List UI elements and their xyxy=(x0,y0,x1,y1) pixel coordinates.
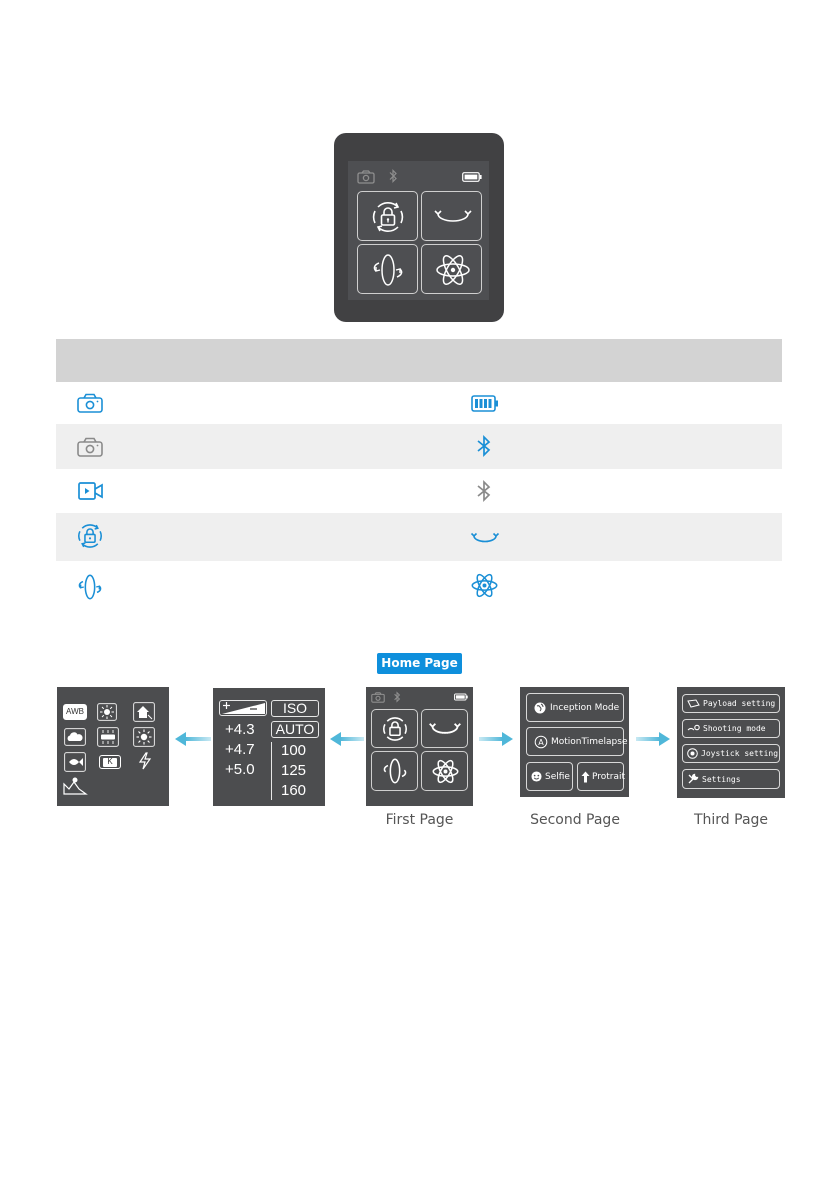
iso-value[interactable]: 160 xyxy=(281,782,307,799)
pan-follow-tile[interactable] xyxy=(421,191,482,241)
payload-setting-label: Payload setting xyxy=(703,699,776,708)
column-divider xyxy=(271,742,272,800)
iso-value[interactable]: 100 xyxy=(281,742,307,759)
pan-follow-icon xyxy=(428,722,462,738)
lock-mode-icon xyxy=(370,199,406,235)
settings-label: Settings xyxy=(702,774,741,784)
atom-mode-tile[interactable] xyxy=(421,751,468,791)
joystick-setting-button[interactable] xyxy=(682,744,780,763)
settings-button[interactable] xyxy=(682,769,780,789)
ev-triangle-icon xyxy=(220,701,266,715)
svg-text:A: A xyxy=(538,737,544,747)
shooting-mode-button[interactable] xyxy=(682,719,780,738)
ev-value[interactable]: +4.3 xyxy=(225,721,255,738)
bright-sun-icon[interactable] xyxy=(133,727,155,747)
arrow-up-icon xyxy=(581,771,590,783)
arrow-right-icon xyxy=(479,731,513,747)
shade-icon[interactable] xyxy=(133,702,155,722)
second-page-screen xyxy=(520,687,629,797)
table-row xyxy=(56,382,782,424)
smiley-icon xyxy=(531,771,542,782)
shooting-icon xyxy=(687,724,700,733)
underwater-icon[interactable] xyxy=(64,752,86,772)
iso-label: ISO xyxy=(282,700,308,716)
video-icon xyxy=(78,481,104,501)
ev-slider[interactable] xyxy=(219,700,267,716)
joystick-icon xyxy=(687,748,698,759)
ev-value[interactable]: +5.0 xyxy=(225,761,255,778)
table-row xyxy=(56,513,782,561)
exposure-screen xyxy=(213,688,325,806)
iso-button[interactable] xyxy=(271,700,319,717)
atom-mode-icon xyxy=(434,251,472,289)
timelapse-icon xyxy=(534,735,548,749)
selfie-button[interactable] xyxy=(526,762,573,791)
fpv-mode-tile[interactable] xyxy=(371,751,418,791)
globe-icon xyxy=(534,702,546,714)
table-row xyxy=(56,424,782,469)
fpv-mode-blue-icon xyxy=(76,572,104,602)
bluetooth-status-icon xyxy=(393,691,401,703)
iso-value[interactable]: 125 xyxy=(281,762,307,779)
inception-mode-label: Inception Mode xyxy=(550,702,620,713)
arrow-left-icon xyxy=(175,731,211,747)
motion-timelapse-button[interactable] xyxy=(526,727,628,756)
pan-follow-blue-icon xyxy=(470,532,500,546)
awb-label: AWB xyxy=(66,707,84,716)
pan-follow-tile[interactable] xyxy=(421,709,468,748)
camera-blue-icon xyxy=(77,393,103,413)
bluetooth-gray-icon xyxy=(476,480,492,502)
portrait-label: Protrait xyxy=(592,771,626,782)
inception-mode-button[interactable] xyxy=(526,693,624,722)
lock-mode-tile[interactable] xyxy=(357,191,418,241)
home-page-badge: Home Page xyxy=(377,653,462,674)
lock-mode-blue-icon xyxy=(76,522,104,550)
motion-timelapse-label: MotionTimelapse xyxy=(551,736,628,747)
camera-status-icon xyxy=(357,170,375,184)
bluetooth-blue-icon xyxy=(476,435,492,457)
table-row xyxy=(56,469,782,513)
battery-status-icon xyxy=(462,172,482,182)
kelvin-button[interactable] xyxy=(99,755,121,769)
table-header xyxy=(56,339,782,382)
selfie-label: Selfie xyxy=(545,771,570,782)
wrench-icon xyxy=(687,773,699,785)
fpv-mode-tile[interactable] xyxy=(357,244,418,294)
iso-auto-button[interactable] xyxy=(271,721,319,738)
lock-mode-icon xyxy=(381,715,409,743)
arrow-left-icon xyxy=(330,731,364,747)
first-page-screen xyxy=(366,687,473,806)
fluorescent-icon[interactable] xyxy=(97,727,119,747)
lock-mode-tile[interactable] xyxy=(371,709,418,748)
cloudy-icon[interactable] xyxy=(64,728,86,746)
auto-label: AUTO xyxy=(275,721,315,737)
flash-icon[interactable] xyxy=(135,751,155,771)
arrow-right-icon xyxy=(636,731,670,747)
shooting-mode-label: Shooting mode xyxy=(703,724,766,733)
pan-follow-icon xyxy=(433,207,473,227)
fpv-mode-icon xyxy=(370,251,406,289)
camera-status-icon xyxy=(371,692,385,703)
joystick-setting-label: Joystick setting xyxy=(701,749,779,758)
daylight-icon[interactable] xyxy=(97,703,117,721)
battery-icon xyxy=(471,395,499,412)
bluetooth-status-icon xyxy=(388,169,398,183)
payload-setting-button[interactable] xyxy=(682,694,780,713)
atom-mode-icon xyxy=(431,757,460,786)
kelvin-label: K xyxy=(107,757,113,766)
awb-button[interactable] xyxy=(63,704,87,720)
white-balance-screen xyxy=(57,687,169,806)
third-page-caption: Third Page xyxy=(693,812,769,828)
atom-mode-blue-icon xyxy=(470,571,499,600)
first-page-caption: First Page xyxy=(385,812,454,828)
ev-value[interactable]: +4.7 xyxy=(225,741,255,758)
device-screen xyxy=(348,161,489,300)
second-page-caption: Second Page xyxy=(530,812,620,828)
camera-gray-icon xyxy=(77,437,103,457)
fpv-mode-icon xyxy=(381,756,409,786)
third-page-screen xyxy=(677,687,785,798)
landscape-icon[interactable] xyxy=(63,776,87,796)
payload-icon xyxy=(687,699,700,708)
table-row xyxy=(56,561,782,609)
portrait-button[interactable] xyxy=(577,762,624,791)
atom-mode-tile[interactable] xyxy=(421,244,482,294)
battery-status-icon xyxy=(454,693,468,701)
